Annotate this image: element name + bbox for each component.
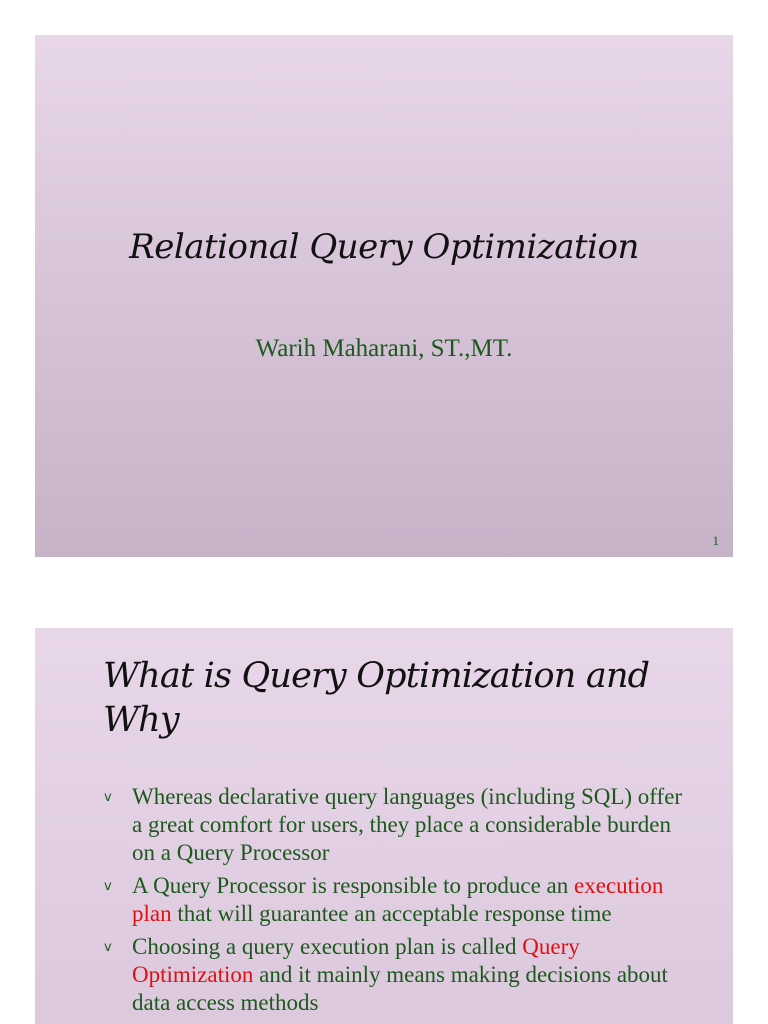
- bullet-marker-icon: v: [104, 790, 112, 805]
- bullet-text-after: and it mainly means making decisions about data access methods: [132, 962, 668, 1015]
- slide-title: Relational Query Optimization: [129, 227, 639, 267]
- bullet-marker-icon: v: [104, 879, 112, 894]
- slide-number: 1: [712, 533, 719, 548]
- bullet-text-before: Choosing a query execution plan is called: [132, 934, 523, 959]
- bullet-text-after: that will guarantee an acceptable response time: [171, 901, 612, 926]
- slide-1: [35, 35, 733, 557]
- list-item: [103, 783, 693, 867]
- bullet-text-before: A Query Processor is responsible to produce an: [132, 873, 575, 898]
- list-item: [103, 933, 693, 1017]
- list-item: [103, 872, 693, 928]
- highlighted-term: Query Optimization: [132, 934, 580, 987]
- slide-heading: What is Query Optimization and Why: [103, 656, 650, 740]
- author-name: Warih Maharani, ST.,MT.: [255, 335, 513, 362]
- bullet-list: [103, 783, 693, 1022]
- slide-2: [35, 628, 733, 1024]
- bullet-marker-icon: v: [104, 940, 112, 955]
- highlighted-term: execution plan: [132, 873, 664, 926]
- bullet-text: Whereas declarative query languages (including SQL) offer a great comfort for users, they place a considerable burden on a Query Processor: [132, 784, 683, 865]
